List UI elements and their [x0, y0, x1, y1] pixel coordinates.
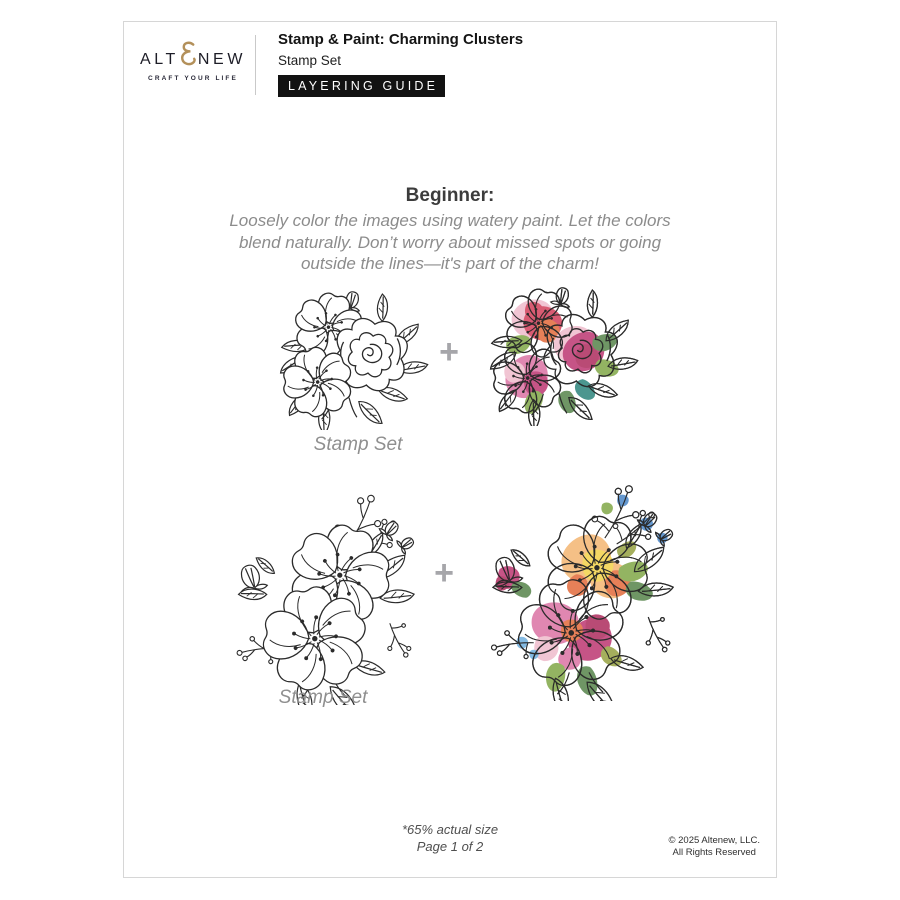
title-block — [278, 31, 523, 97]
plus-operator: + — [434, 554, 454, 592]
brand-wordmark — [132, 36, 254, 70]
copyright-notice — [668, 835, 760, 859]
cluster2-painted-illustration — [471, 469, 713, 701]
copyright-line: © 2025 Altenew, LLC. — [668, 835, 760, 846]
copyright-line: All Rights Reserved — [672, 847, 756, 858]
instruction-line: Loosely color the images using watery paint. Let the colors — [229, 211, 671, 230]
header-divider — [255, 35, 256, 95]
layering-guide-badge: LAYERING GUIDE — [278, 75, 445, 97]
page-title: Stamp & Paint: Charming Clusters — [278, 31, 524, 48]
brand-tagline: CRAFT YOUR LIFE — [148, 75, 238, 82]
brand-text-post: NEW — [197, 51, 247, 68]
instruction-line: outside the lines—it's part of the charm! — [300, 254, 600, 273]
page-number: Page 1 of 2 — [416, 838, 484, 854]
cluster1-painted-illustration — [481, 284, 641, 426]
instruction-line: blend naturally. Don’t worry about missed spots or going — [238, 232, 662, 252]
gold-script-e-icon — [180, 40, 197, 70]
document-page — [123, 21, 777, 878]
brand-text-pre: ALT — [139, 51, 179, 68]
size-note: *65% actual size — [401, 822, 499, 837]
stamp-set-caption: Stamp Set — [313, 434, 403, 455]
page-subtitle: Stamp Set — [278, 52, 342, 68]
skill-level-heading: Beginner: — [405, 185, 495, 206]
cluster1-line-art-illustration — [271, 288, 431, 430]
altenew-logo — [132, 36, 254, 82]
cluster2-line-art-illustration — [223, 479, 447, 705]
instructions-block — [124, 185, 776, 275]
stamp-set-caption: Stamp Set — [278, 687, 368, 708]
plus-operator: + — [439, 333, 459, 371]
